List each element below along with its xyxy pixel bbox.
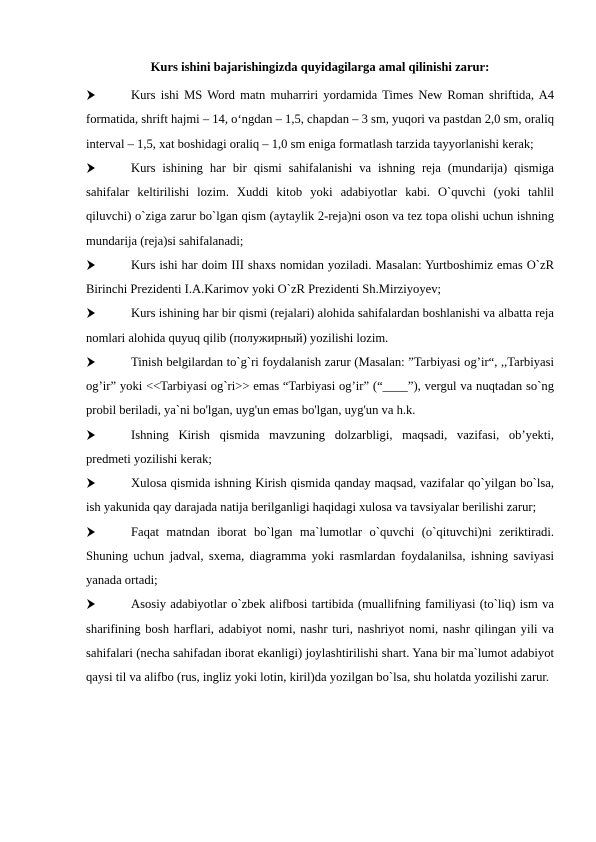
list-item: [86, 253, 554, 302]
arrowhead-bullet-icon: [86, 527, 96, 537]
arrowhead-bullet-icon: [86, 357, 96, 367]
arrowhead-bullet-icon: [86, 163, 96, 173]
list-item-text: Asosiy adabiyotlar o`zbek alifbosi tartibida (muallifning familiyasi (to`liq) ism va sharifining bosh harflari, adabiyot nomi, nashr turi, nashriyot nomi, nashr qilingan yili va sahifalari (necha sahifadan iborat ekanligi) joylashtirilishi shart. Yana bir ma`lumot adabiyot qaysi til va alifbo (rus, ingliz yoki lotin, kiril)da yozilgan bo`lsa, shu holatda yozilishi zarur.: [86, 597, 554, 684]
list-item: [86, 301, 554, 350]
arrowhead-bullet-icon: [86, 478, 96, 488]
arrowhead-bullet-icon: [86, 260, 96, 270]
section-heading: Kurs ishini bajarishingizda quyidagilarga amal qilinishi zarur:: [150, 60, 490, 74]
list-item: [86, 156, 554, 253]
document-page: [86, 58, 554, 689]
list-item-text: Tinish belgilardan to`g`ri foydalanish zarur (Masalan: ”Tarbiyasi og’ir“, ,,Tarbiyasi og’ir” yoki <<Tarbiyasi og`ri>> emas “Tarbiyasi og’ir” (“____”), vergul va nuqtadan so`ng probil beriladi, ya`ni bo'lgan, uyg'un emas bo'lgan, uyg'un va h.k.: [86, 354, 554, 418]
arrowhead-bullet-icon: [86, 308, 96, 318]
list-item: [86, 471, 554, 520]
list-item-text: Kurs ishi MS Word matn muharriri yordamida Times New Roman shriftida, A4 formatida, shrift hajmi – 14, o‘ngdan – 1,5, chapdan – 3 sm, yuqori va pastdan 2,0 sm, oraliq interval – 1,5, xat boshidagi oraliq – 1,0 sm eniga formatlash tarzida tayyorlanishi kerak;: [86, 88, 554, 151]
list-item-text: Faqat matndan iborat bo`lgan ma`lumotlar o`quvchi (o`qituvchi)ni zeriktiradi. Shuning uchun jadval, sxema, diagramma yoki rasmlardan foydalanilsa, ishning saviyasi yanada ortadi;: [86, 524, 554, 587]
list-item: [86, 423, 554, 472]
list-item: [86, 350, 554, 423]
list-item: [86, 520, 554, 593]
list-item-text: Kurs ishi har doim III shaxs nomidan yoziladi. Masalan: Yurtboshimiz emas O`zR Birinchi Prezidenti I.A.Karimov yoki O`zR Prezidenti Sh.Mirziyoyev;: [86, 257, 554, 296]
arrowhead-bullet-icon: [86, 430, 96, 440]
arrowhead-bullet-icon: [86, 599, 96, 609]
arrowhead-bullet-icon: [86, 90, 96, 100]
requirements-list: [86, 83, 554, 689]
list-item-text: Xulosa qismida ishning Kirish qismida qanday maqsad, vazifalar qo`yilgan bo`lsa, ish yakunida qay darajada natija berilganligi haqidagi xulosa va tavsiyalar berilishi zarur;: [86, 476, 554, 515]
list-item-text: Ishning Kirish qismida mavzuning dolzarbligi, maqsadi, vazifasi, ob’yekti, predmeti yozilishi kerak;: [86, 427, 554, 466]
list-item-text: Kurs ishining har bir qismi (rejalari) alohida sahifalardan boshlanishi va albatta reja nomlari alohida quyuq qilib (полужирный) yozilishi lozim.: [86, 306, 554, 345]
list-item: [86, 592, 554, 689]
list-item-text: Kurs ishining har bir qismi sahifalanishi va ishning reja (mundarija) qismiga sahifalar keltirilishi lozim. Xuddi kitob yoki adabiyotlar kabi. O`quvchi (yoki tahlil qiluvchi) o`ziga zarur bo`lgan qism (aytaylik 2-reja)ni oson va tez topa olishi uchun ishning mundarija (reja)si sahifalanadi;: [86, 160, 554, 248]
list-item: [86, 83, 554, 156]
